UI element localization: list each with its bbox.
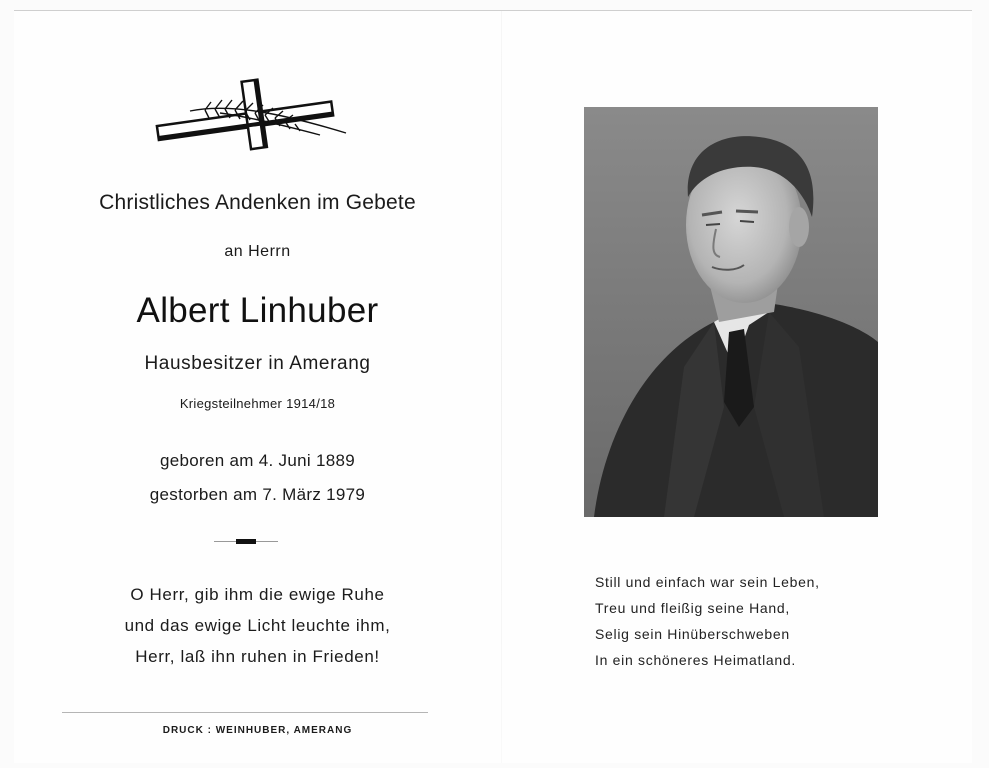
- ornamental-divider: [214, 539, 278, 545]
- occupation: Hausbesitzer in Amerang: [144, 353, 371, 374]
- prayer: [14, 579, 501, 672]
- right-panel: [502, 11, 972, 763]
- printer-credit: DRUCK : WEINHUBER, AMERANG: [162, 725, 353, 736]
- cross-with-palm-branch-icon: [150, 73, 350, 153]
- poem-line: In ein schöneres Heimatland.: [595, 652, 796, 668]
- footer-rule: [62, 712, 428, 713]
- portrait-photo: [584, 107, 878, 517]
- memorial-card: [14, 10, 972, 763]
- prayer-line: Herr, laß ihn ruhen in Frieden!: [135, 647, 380, 666]
- prayer-line: und das ewige Licht leuchte ihm,: [124, 616, 391, 635]
- poem-line: Treu und fleißig seine Hand,: [595, 600, 790, 616]
- poem-line: Selig sein Hinüberschweben: [595, 626, 790, 642]
- poem-line: Still und einfach war sein Leben,: [595, 574, 820, 590]
- heading: Christliches Andenken im Gebete: [99, 191, 416, 214]
- death-date: gestorben am 7. März 1979: [149, 485, 366, 504]
- prayer-line: O Herr, gib ihm die ewige Ruhe: [130, 585, 385, 604]
- veteran-note: Kriegsteilnehmer 1914/18: [179, 396, 336, 411]
- salutation: an Herrn: [224, 243, 291, 260]
- left-panel: [14, 11, 501, 763]
- birth-date: geboren am 4. Juni 1889: [160, 451, 355, 470]
- deceased-name: Albert Linhuber: [136, 291, 379, 330]
- poem: [595, 569, 955, 673]
